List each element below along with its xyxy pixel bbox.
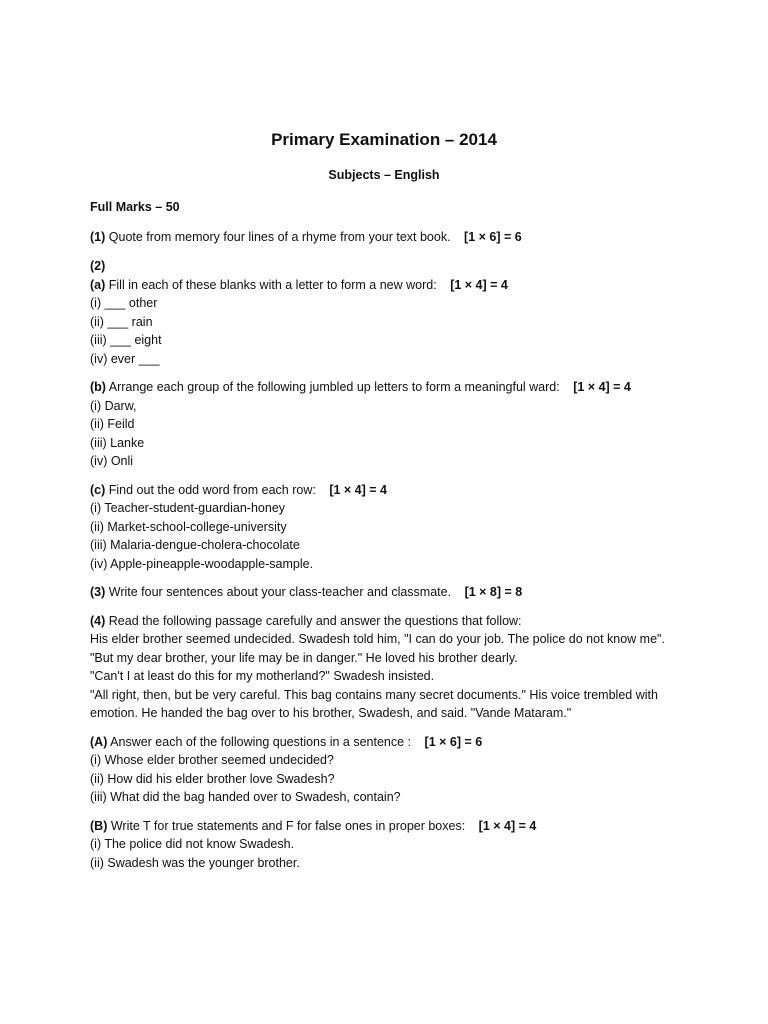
question-2a bbox=[90, 276, 690, 295]
list-item: (iv) Onli bbox=[90, 454, 134, 468]
question-2c bbox=[90, 481, 690, 500]
passage-line: "Can't I at least do this for my motherland?" Swadesh insisted. bbox=[90, 669, 435, 683]
question-2c-text: Find out the odd word from each row: bbox=[108, 482, 316, 497]
question-2a-text: Fill in each of these blanks with a letter to form a new word: bbox=[108, 277, 437, 292]
question-4-number: (4) bbox=[90, 613, 106, 628]
question-1 bbox=[90, 228, 690, 247]
question-1-number: (1) bbox=[90, 229, 106, 244]
list-item: (iii) What did the bag handed over to Swadesh, contain? bbox=[90, 790, 401, 804]
list-item: (iii) Lanke bbox=[90, 435, 145, 450]
question-4A-text: Answer each of the following questions in a sentence : bbox=[110, 734, 412, 749]
question-4A-marks: [1 × 6] = 6 bbox=[424, 734, 483, 749]
list-item: (iii) Malaria-dengue-cholera-chocolate bbox=[90, 538, 300, 552]
list-item: (iv) Apple-pineapple-woodapple-sample. bbox=[90, 556, 314, 571]
question-2b bbox=[90, 378, 690, 397]
passage-line: "But my dear brother, your life may be in danger." He loved his brother dearly. bbox=[90, 650, 518, 665]
question-2b-label: (b) bbox=[90, 380, 106, 394]
question-4B-text: Write T for true statements and F for false ones in proper boxes: bbox=[110, 818, 466, 833]
exam-body bbox=[90, 198, 690, 872]
question-4-text: Read the following passage carefully and answer the questions that follow: bbox=[108, 613, 522, 628]
passage-line: "All right, then, but be very careful. This bag contains many secret documents." His voice trembled with emotion. He handed the bag over to his brother, Swadesh, and said. "Vande Mataram." bbox=[90, 687, 658, 720]
question-3-marks: [1 × 8] = 8 bbox=[464, 585, 523, 599]
passage-line: His elder brother seemed undecided. Swadesh told him, "I can do your job. The police do not know me". bbox=[90, 632, 665, 646]
list-item: (ii) Feild bbox=[90, 417, 135, 431]
question-4B bbox=[90, 817, 690, 836]
question-2a-label: (a) bbox=[90, 277, 106, 292]
question-2c-label: (c) bbox=[90, 482, 106, 497]
question-2a-marks: [1 × 4] = 4 bbox=[450, 277, 508, 292]
list-item: (i) The police did not know Swadesh. bbox=[90, 837, 295, 851]
question-2c-marks: [1 × 4] = 4 bbox=[329, 482, 387, 497]
list-item: (ii) Swadesh was the younger brother. bbox=[90, 855, 300, 870]
question-4B-label: (B) bbox=[90, 818, 108, 833]
list-item: (ii) ___ rain bbox=[90, 314, 153, 329]
list-item: (i) ___ other bbox=[90, 296, 158, 310]
question-4B-marks: [1 × 4] = 4 bbox=[478, 818, 537, 833]
page-title: Primary Examination – 2014 bbox=[271, 130, 497, 149]
question-2-number: (2) bbox=[90, 259, 106, 273]
question-1-marks: [1 × 6] = 6 bbox=[464, 229, 522, 244]
subject-heading: Subjects – English bbox=[328, 168, 440, 182]
question-4A bbox=[90, 733, 690, 752]
question-4A-label: (A) bbox=[90, 734, 108, 749]
question-1-text: Quote from memory four lines of a rhyme from your text book. bbox=[108, 229, 451, 244]
question-3 bbox=[90, 583, 690, 602]
list-item: (iv) ever ___ bbox=[90, 351, 160, 366]
question-2b-marks: [1 × 4] = 4 bbox=[573, 380, 631, 394]
list-item: (i) Darw, bbox=[90, 398, 137, 413]
question-3-number: (3) bbox=[90, 585, 106, 599]
question-3-text: Write four sentences about your class-teacher and classmate. bbox=[108, 585, 452, 599]
list-item: (iii) ___ eight bbox=[90, 333, 162, 347]
question-2b-text: Arrange each group of the following jumbled up letters to form a meaningful ward: bbox=[108, 380, 560, 394]
list-item: (ii) Market-school-college-university bbox=[90, 519, 287, 534]
list-item: (i) Teacher-student-guardian-honey bbox=[90, 501, 286, 515]
list-item: (i) Whose elder brother seemed undecided? bbox=[90, 753, 334, 767]
list-item: (ii) How did his elder brother love Swadesh? bbox=[90, 771, 335, 786]
full-marks: Full Marks – 50 bbox=[90, 200, 180, 214]
question-4 bbox=[90, 612, 690, 631]
